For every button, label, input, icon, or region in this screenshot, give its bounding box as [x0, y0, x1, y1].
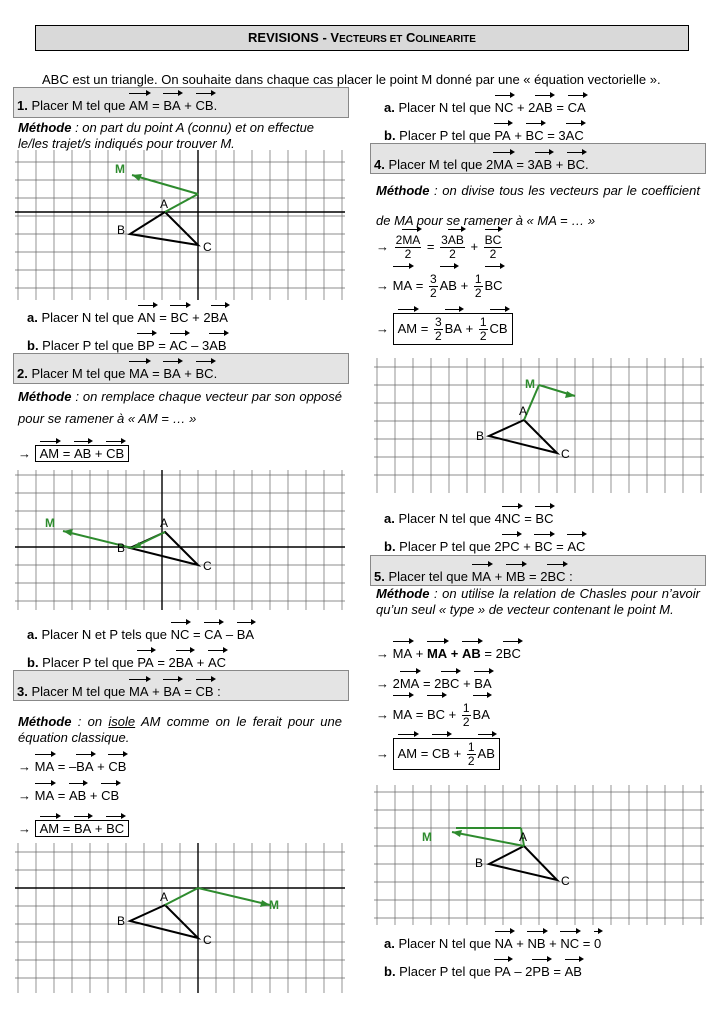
section-1-header: 1. Placer M tel que AM = BA + CB. — [13, 87, 349, 118]
s5-b: b. Placer P tel que PA – 2PB = AB — [384, 964, 582, 979]
s5-a: a. Placer N tel que NA + NB + NC = 0 — [384, 936, 602, 951]
s5-step1: → MA + MA + AB = 2BC — [376, 646, 521, 661]
section-2-methode: Méthode : on remplace chaque vecteur par son opposé pour se ramener à « AM = … » — [18, 389, 342, 426]
svg-text:M: M — [525, 377, 535, 391]
svg-text:A: A — [519, 404, 528, 418]
s5-result: → AM = CB + $\frac{1}{2}$ AB — [376, 738, 500, 770]
svg-text:B: B — [475, 856, 484, 870]
grid-2 — [15, 470, 345, 610]
svg-text:C: C — [203, 933, 212, 947]
svg-text:C: C — [561, 874, 570, 888]
s4-step1: → $\frac{2MA}{2}$ = $\frac{3AB}{2}$ + $\frac{BC}{2}$ — [376, 233, 502, 262]
grid-4 — [374, 358, 704, 493]
label-b: B — [117, 223, 126, 237]
section-2-header: 2. Placer M tel que MA = BA + BC. — [13, 353, 349, 384]
section-5-methode: Méthode : on utilise la relation de Chasles pour n’avoir qu’un seul « type » de vecteur contenant le point M. — [376, 586, 700, 617]
s3-step2: → MA = AB + CB — [18, 788, 120, 803]
section-4-header: 4. Placer M tel que 2MA = 3AB + BC. — [370, 143, 706, 174]
s4-step2: → MA = $\frac{3}{2}$ AB + $\frac{1}{2}$ BC — [376, 272, 503, 301]
svg-text:M: M — [269, 898, 279, 912]
grid-3 — [15, 843, 345, 993]
s5-step2: → 2MA = 2BC + BA — [376, 676, 492, 691]
s3-result: → AM = BA + BC — [18, 821, 129, 837]
section-3-methode: Méthode : on isole AM comme on le ferait pour une équation classique. — [18, 714, 342, 745]
svg-text:C: C — [203, 559, 212, 573]
section-1-methode: Méthode : on part du point A (connu) et on effectue le/les trajet/s indiqués pour trouver M. — [18, 120, 315, 151]
s5-step3: → MA = BC + $\frac{1}{2}$ BA — [376, 701, 490, 730]
grid-1 — [15, 150, 345, 300]
s1-b: b. Placer P tel que BP = AC – 3AB — [27, 338, 227, 353]
s3-step1: → MA = –BA + CB — [18, 759, 127, 774]
s3-a: a. Placer N tel que NC + 2AB = CA — [384, 100, 586, 115]
s4-a: a. Placer N tel que 4NC = BC — [384, 511, 554, 526]
svg-text:A: A — [160, 890, 169, 904]
page-title: REVISIONS - VECTEURS ET COLINEARITE — [35, 25, 689, 51]
svg-text:B: B — [117, 914, 126, 928]
triangle-abc — [130, 212, 198, 245]
s2-b: b. Placer P tel que PA = 2BA + AC — [27, 655, 226, 670]
grid-5 — [374, 785, 704, 925]
intro-text: ABC est un triangle. On souhaite dans chaque cas placer le point M donné par une « équation vectorielle ». — [42, 72, 661, 87]
svg-text:C: C — [561, 447, 570, 461]
svg-text:M: M — [45, 516, 55, 530]
s1-a: a. Placer N tel que AN = BC + 2BA — [27, 310, 228, 325]
section-5-header: 5. Placer tel que MA + MB = 2BC : — [370, 555, 706, 586]
svg-text:B: B — [117, 541, 126, 555]
svg-text:B: B — [476, 429, 485, 443]
label-c: C — [203, 240, 212, 254]
s3-b: b. Placer P tel que PA + BC = 3AC — [384, 128, 584, 143]
s2-result: → AM = AB + CB — [18, 446, 129, 462]
s4-result: → AM = $\frac{3}{2}$ BA + $\frac{1}{2}$ CB — [376, 313, 513, 345]
svg-text:A: A — [160, 516, 169, 530]
section-3-header: 3. Placer M tel que MA + BA = CB : — [13, 670, 349, 701]
svg-text:A: A — [519, 830, 528, 844]
svg-text:M: M — [422, 830, 432, 844]
s2-a: a. Placer N et P tels que NC = CA – BA — [27, 627, 255, 642]
label-a: A — [160, 197, 169, 211]
s4-b: b. Placer P tel que 2PC + BC = AC — [384, 539, 586, 554]
section-4-methode: Méthode : on divise tous les vecteurs par le coefficient de MA pour se ramener à « MA = … » — [376, 183, 700, 228]
label-m: M — [115, 162, 125, 176]
